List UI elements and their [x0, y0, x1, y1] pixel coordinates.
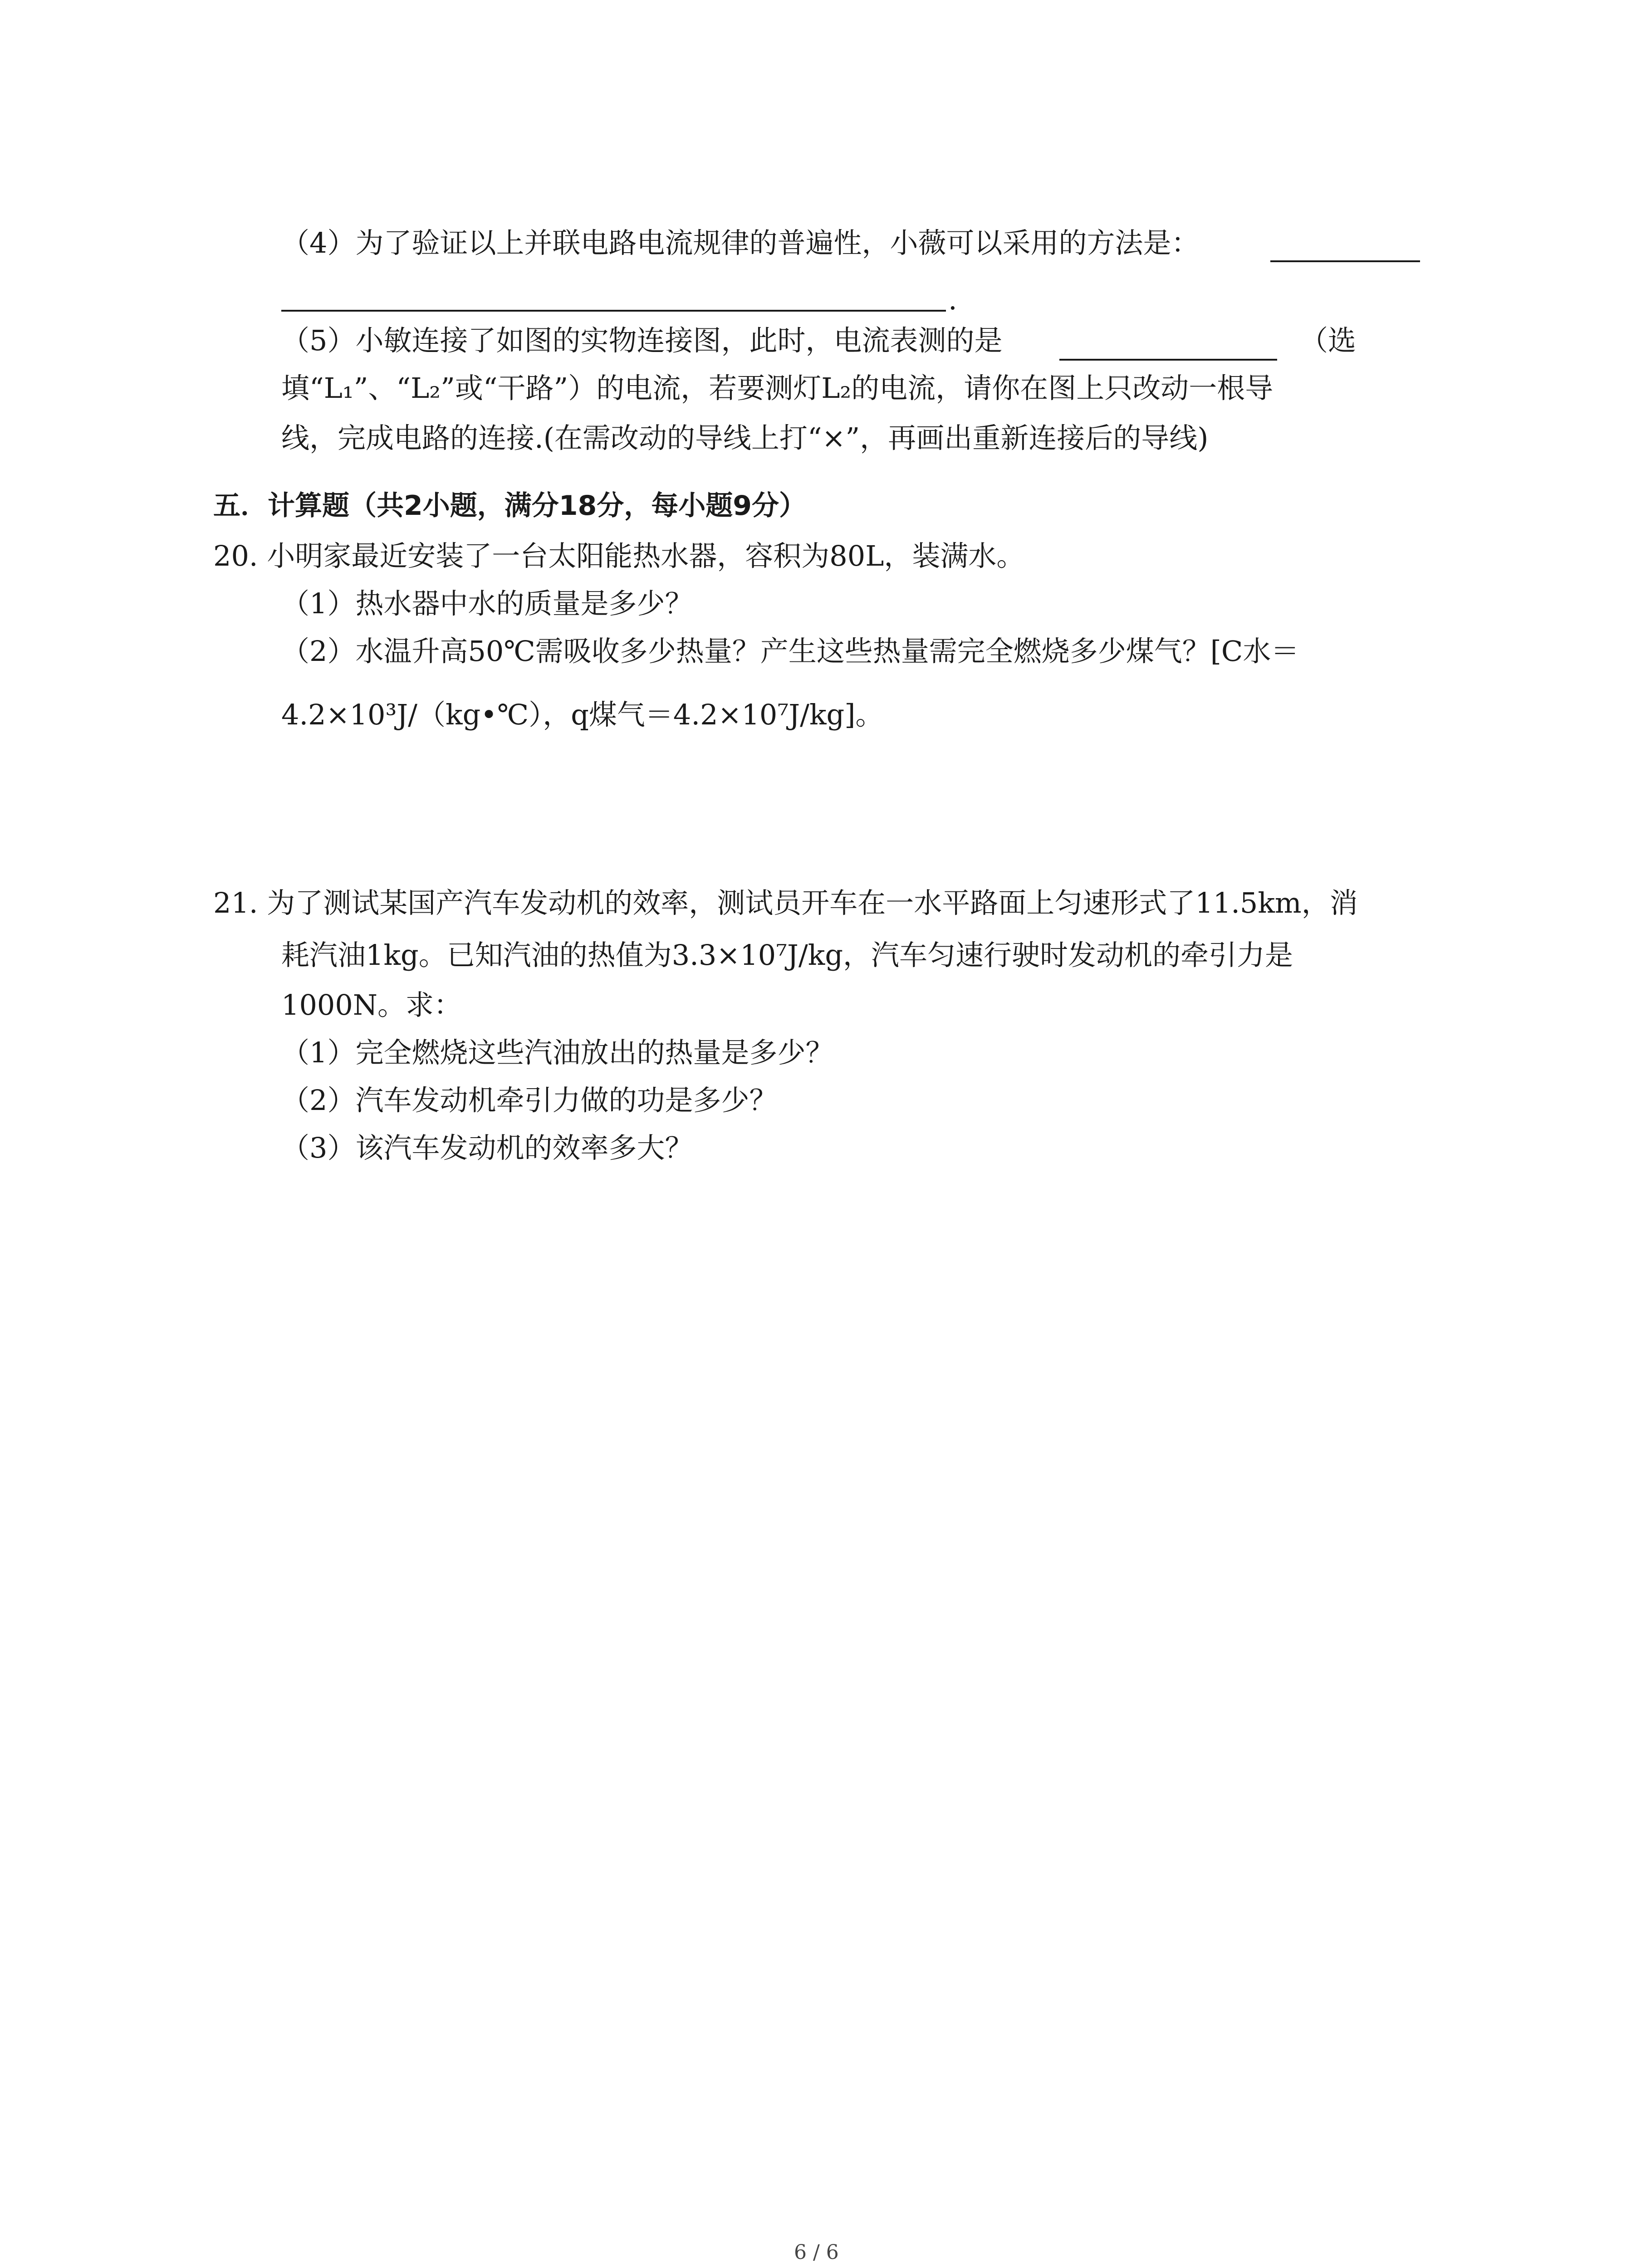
- q19-part5-line3: 线，完成电路的连接.(在需改动的导线上打“×”，再画出重新连接后的导线): [281, 421, 1209, 455]
- q19-part4-end-dot: .: [948, 283, 957, 316]
- q21-part1: （1）完全燃烧这些汽油放出的热量是多少？: [281, 1036, 834, 1069]
- section-title: 五．计算题（共2小题，满分18分，每小题9分）: [213, 490, 806, 522]
- answer-blank-q19-4b[interactable]: [281, 310, 946, 312]
- q21-line2: 耗汽油1kg。已知汽油的热值为3.3×10⁷J/kg，汽车匀速行驶时发动机的牵引力是: [281, 938, 1293, 972]
- q21-part3: （3）该汽车发动机的效率多大？: [281, 1131, 693, 1164]
- answer-blank-q19-5[interactable]: [1059, 359, 1277, 361]
- q21-line1: 21. 为了测试某国产汽车发动机的效率，测试员开车在一水平路面上匀速形式了11.5km，消: [213, 886, 1358, 919]
- q19-part4-line1: [281, 226, 1200, 259]
- q20-stem: 20. 小明家最近安装了一台太阳能热水器，容积为80L，装满水。: [213, 539, 1025, 572]
- q19-part5-text-a: （5）小敏连接了如图的实物连接图，此时，电流表测的是: [281, 324, 1003, 357]
- q19-part5-line1: [281, 324, 1003, 357]
- q19-part5-line2: 填“L₁”、“L₂”或“干路”）的电流，若要测灯L₂的电流，请你在图上只改动一根导: [281, 371, 1274, 405]
- q21-line3: 1000N。求：: [281, 988, 462, 1022]
- answer-blank-q19-4a[interactable]: [1270, 260, 1420, 262]
- q19-part4-text: （4）为了验证以上并联电路电流规律的普遍性，小薇可以采用的方法是：: [281, 226, 1200, 259]
- q20-part2: （2）水温升高50℃需吸收多少热量？产生这些热量需完全燃烧多少煤气？[C水＝: [281, 635, 1299, 668]
- q21-part2: （2）汽车发动机牵引力做的功是多少？: [281, 1084, 778, 1117]
- q20-part2-cont: 4.2×10³J/（kg•℃），q煤气＝4.2×10⁷J/kg]。: [281, 698, 884, 731]
- q19-part5-text-b: （选: [1300, 324, 1357, 357]
- q20-part1: （1）热水器中水的质量是多少？: [281, 587, 693, 620]
- page-number: 6 / 6: [794, 2241, 839, 2264]
